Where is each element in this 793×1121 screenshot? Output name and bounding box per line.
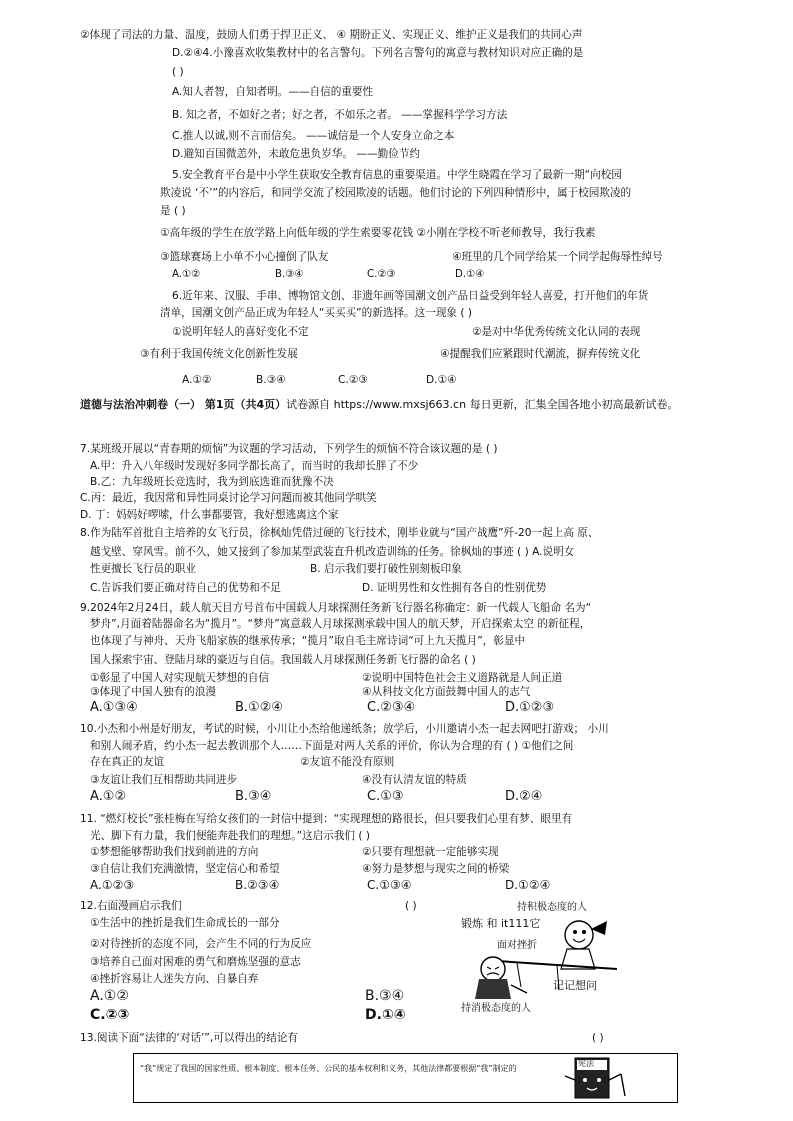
q11-option-b: B.②③④	[235, 878, 280, 892]
q5-option-a: A.①②	[172, 269, 201, 280]
q9-option-a: A.①③④	[90, 700, 138, 715]
q6-option-c: C.②③	[338, 374, 368, 386]
q3-option-line: ②体现了司法的力量、温度，鼓励人们勇于捍卫正义、 ④ 期盼正义、实现正义、维护正义是我们的共同心声	[80, 29, 583, 41]
q4-stem: D.②④4.小豫喜欢收集教材中的名言警句。下列名言警句的寓意与教材知识对应正确的是	[172, 47, 584, 59]
q12-option-d: D.①④	[365, 1007, 406, 1023]
q13-answer-paren: ( )	[592, 1032, 604, 1044]
q5-stem-line2: 欺凌说 ‘不’”的内容后，和同学交流了校园欺凌的话题。他们讨论的下列四种情形中，属于校园欺凌的	[160, 187, 632, 199]
q6-stem-line2: 清单，国潮文创产品正成为年轻人“买买买”的新选择。这一现象 ( )	[160, 307, 473, 319]
q8-option-c: C.告诉我们要正确对待自己的优势和不足	[90, 582, 281, 594]
footer-source-text: 试卷源自 https://www.mxsj663.cn 每日更新，汇集全国各地小初高最新试卷。	[286, 398, 679, 411]
cartoon-label-1: 锻炼 和 it111它	[461, 917, 541, 930]
q5-option-d: D.①④	[455, 269, 485, 280]
q5-item-3: ③篮球赛场上小单不小心撞倒了队友	[160, 251, 329, 263]
q12-answer-paren: ( )	[405, 900, 417, 912]
q12-option-a: A.①②	[90, 988, 129, 1004]
q10-item-1-cont: 存在真正的友谊	[90, 756, 165, 768]
q6-item-1: ①说明年轻人的喜好变化不定	[172, 326, 309, 338]
q8-option-d: D. 证明男性和女性拥有各自的性别优势	[362, 582, 547, 594]
q10-stem-line2: 和别人闹矛盾，约小杰一起去教训那个人……下面是对两人关系的评价，你认为合理的有 ( ) ①他们之间	[90, 740, 574, 752]
q7-option-a: A.甲：升入八年级时发现好多同学都长高了，而当时的我却长胖了不少	[90, 460, 419, 472]
q4-option-c: C.推人以诚,则不言而信矣。 ——诚信是一个人安身立命之本	[172, 130, 455, 142]
q4-answer-paren: ( )	[172, 66, 184, 78]
q5-option-c: C.②③	[367, 269, 396, 280]
q7-option-c: C.丙：最近，我因常和异性同桌讨论学习问题而被其他同学哄笑	[80, 492, 377, 504]
q9-item-1: ①彰显了中国人对实现航天梦想的自信	[90, 672, 269, 684]
cartoon-bottom-caption: 持消极态度的人	[461, 1003, 531, 1014]
cartoon-top-caption: 持积极态度的人	[517, 902, 587, 913]
q11-stem-line1: 11. “燃灯校长”张桂梅在写给女孩们的一封信中提到：“实现理想的路很长，但只要我们心里有梦、眼里有	[80, 813, 573, 825]
q12-cartoon	[457, 899, 637, 1021]
q12-item-2: ②对待挫折的态度不同，会产生不同的行为反应	[90, 938, 312, 950]
q8-option-a-cont: 性更擅长飞行员的职业	[90, 563, 196, 575]
q10-stem-line1: 10.小杰和小州是好朋友，考试的时候，小川让小杰给他递纸条；放学后，小川邀请小杰一起去网吧打游戏； 小川	[80, 723, 609, 735]
q4-option-a: A.知人者智，自知者明。——自信的重要性	[172, 86, 374, 98]
footer-page-label: 道德与法治冲刺卷（一） 第1页（共4页）	[80, 398, 287, 411]
page-footer	[80, 395, 760, 415]
q13-dialogue-text: “我”规定了我国的国家性质、根本制度、根本任务、公民的基本权利和义务，其他法律都要根据“我”制定的	[140, 1064, 517, 1073]
q7-option-b: B.乙：九年级班长竞选时，我为到底选谁而犹豫不决	[90, 476, 334, 488]
q8-stem-line1: 8.作为陆军首批自主培养的女飞行员，徐枫灿凭借过硬的飞行技术，刚毕业就与“国产战鹰”歼-20一起上高 原、	[80, 527, 599, 539]
q9-stem-line2: 梦舟”,月面着陆器命名为“揽月”。“梦舟”寓意载人月球探测承载中国人的航天梦，开启探索太空 的新征程，	[90, 618, 591, 630]
q12-option-b: B.③④	[365, 988, 405, 1004]
q12-item-1: ①生活中的挫折是我们生命成长的一部分	[90, 917, 280, 929]
cartoon-label-3: 记记想问	[553, 979, 597, 992]
q9-option-c: C.②③④	[367, 700, 416, 715]
q10-option-c: C.①③	[367, 789, 404, 804]
q13-constitution-figure	[547, 1056, 633, 1100]
q11-item-2: ②只要有理想就一定能够实现	[362, 846, 499, 858]
q9-stem-line4: 国人探索宇宙、登陆月球的豪迈与自信。我国载人月球探测任务新飞行器的命名 ( )	[90, 654, 476, 666]
cartoon-label-2: 面对挫折	[497, 940, 537, 951]
q6-item-3: ③有利于我国传统文化创新性发展	[140, 348, 298, 360]
q10-option-d: D.②④	[505, 789, 543, 804]
q12-item-4: ④挫折容易让人迷失方向、自暴自弃	[90, 973, 259, 985]
q5-item-4: ④班里的几个同学给某一个同学起侮辱性绰号	[452, 251, 663, 263]
q8-stem-line2: 越戈壁、穿风雪。前不久，她又接到了参加某型武装直升机改造训练的任务。徐枫灿的事迹 ( ) A.说明女	[90, 546, 575, 558]
q6-item-4: ④提醒我们应紧跟时代潮流，摒弃传统文化	[440, 348, 641, 360]
q9-stem-line1: 9.2024年2月24日，载人航天目方号首布中国载人月球探测任务新飞行器名称确定：新一代载人飞船命 名为“	[80, 602, 592, 614]
q4-option-b: B. 知之者，不如好之者；好之者，不如乐之者。 ——掌握科学学习方法	[172, 109, 508, 121]
q5-stem-line1: 5.安全教育平台是中小学生获取安全教育信息的重要渠道。中学生晓霞在学习了最新一期“向校园	[172, 169, 622, 181]
q9-item-2: ②说明中国特色社会主义道路就是人间正道	[362, 672, 563, 684]
q9-item-3: ③体现了中国人独有的浪漫	[90, 686, 217, 698]
q10-item-2: ②友谊不能没有原则	[300, 756, 395, 768]
q9-stem-line3: 也体现了与神舟、天舟飞船家族的继承传承；“揽月”取自毛主席诗词“可上九天揽月”，彰显中	[90, 635, 526, 647]
q10-item-3: ③友谊让我们互相帮助共同进步	[90, 774, 238, 786]
q6-option-b: B.③④	[256, 374, 286, 386]
q9-option-d: D.①②③	[505, 700, 555, 715]
q11-option-d: D.①②④	[505, 878, 551, 892]
q13-dialogue-box	[133, 1053, 678, 1103]
q7-option-d: D. 丁：妈妈好啰嗦，什么事都要管，我好想逃离这个家	[80, 509, 339, 521]
q12-item-3: ③培养自己面对困难的勇气和磨炼坚强的意志	[90, 956, 301, 968]
q11-option-c: C.①③④	[367, 878, 412, 892]
q6-item-2: ②是对中华优秀传统文化认同的表现	[472, 326, 641, 338]
q10-option-a: A.①②	[90, 789, 127, 804]
q11-stem-line2: 光、脚下有力量，我们便能奔赴我们的理想。”这启示我们 ( )	[90, 830, 371, 842]
q11-item-3: ③自信让我们充满激情，坚定信心和希望	[90, 863, 280, 875]
q12-stem: 12.右面漫画启示我们	[80, 900, 182, 912]
q9-option-b: B.①②④	[235, 700, 284, 715]
q5-stem-line3: 是 ( )	[160, 205, 186, 217]
q9-item-4: ④从科技文化方面鼓舞中国人的志气	[362, 686, 531, 698]
q5-item-1-2: ①高年级的学生在放学路上向低年级的学生索要零花钱 ②小刚在学校不听老师教导，我行我素	[160, 227, 596, 239]
q11-item-1: ①梦想能够帮助我们找到前进的方向	[90, 846, 259, 858]
q10-item-4: ④没有认清友谊的特质	[362, 774, 467, 786]
q10-option-b: B.③④	[235, 789, 272, 804]
q8-option-b: B. 启示我们要打破性别刻板印象	[310, 563, 462, 575]
q6-stem-line1: 6.近年来、汉服、手串、博物馆文创、非遗年画等国潮文创产品日益受到年轻人喜爱，打开他们的年货	[172, 290, 649, 302]
q4-option-d: D.避知百国微恙外，未敢危患负岁华。 ——勤俭节约	[172, 148, 420, 160]
q12-option-c: C.②③	[90, 1007, 130, 1023]
q6-option-d: D.①④	[426, 374, 457, 386]
q7-stem: 7.某班级开展以“青春期的烦恼”为议题的学习活动，下列学生的烦恼不符合该议题的是 ( )	[80, 443, 498, 455]
q6-option-a: A.①②	[182, 374, 212, 386]
q13-fig-label: 宪法	[578, 1059, 594, 1068]
q13-stem: 13.阅读下面“法律的‘对话’”,可以得出的结论有	[80, 1032, 299, 1044]
q11-option-a: A.①②③	[90, 878, 135, 892]
q5-option-b: B.③④	[275, 269, 304, 280]
q11-item-4: ④努力是梦想与现实之间的桥梁	[362, 863, 510, 875]
